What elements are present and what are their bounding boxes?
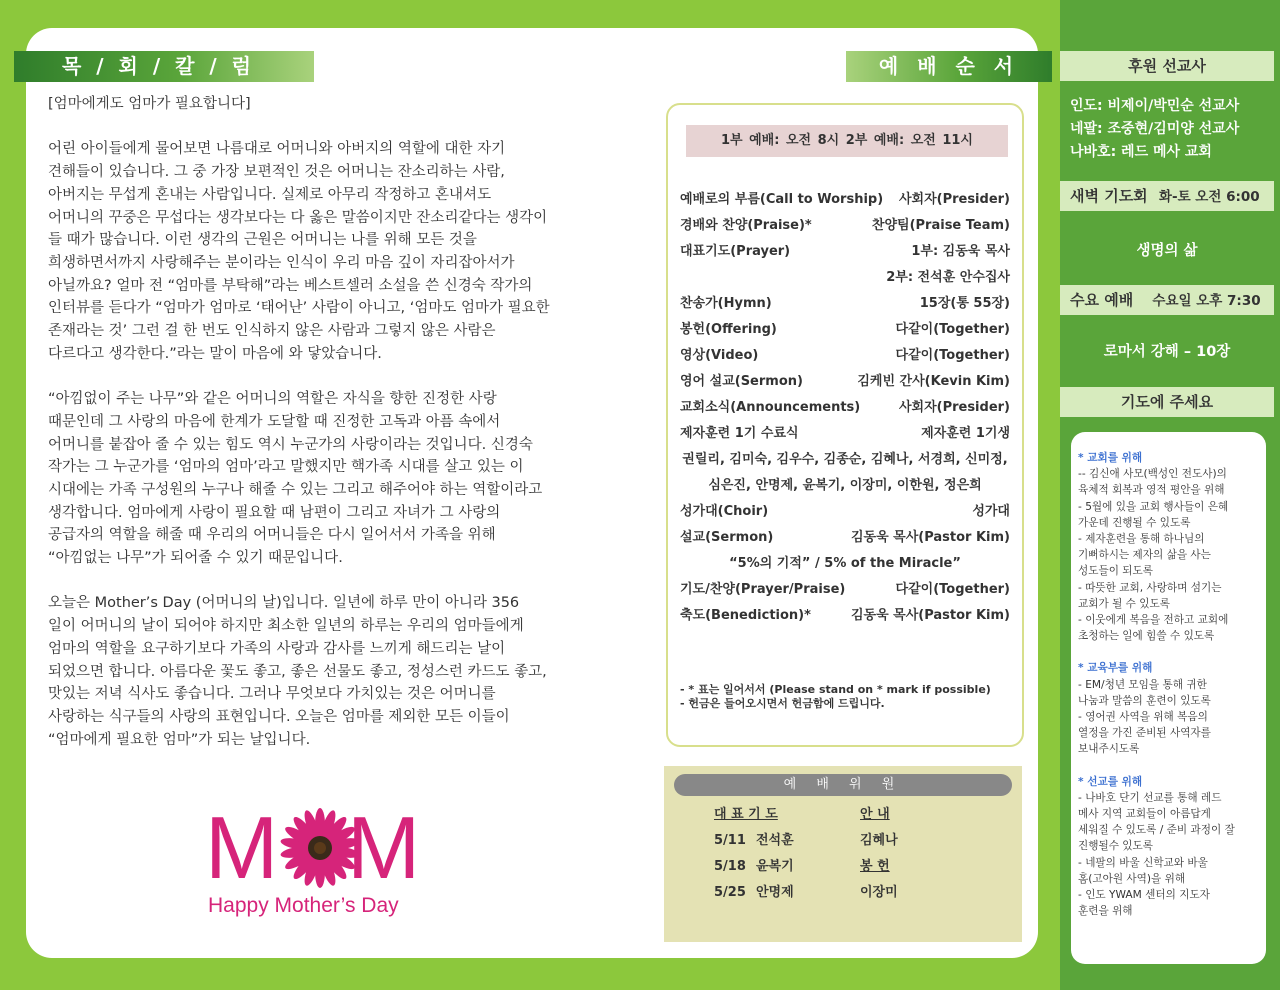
prayer-mission-head: * 선교를 위해 (1078, 775, 1143, 788)
dawn-prayer-title: 새벽 기도회 (1070, 187, 1148, 205)
order-item (680, 473, 1010, 499)
mothers-day-logo (205, 800, 435, 920)
service-times: 1부 예배: 오전 8시 2부 예배: 오전 11시 (686, 125, 1008, 157)
committee-usher-3: 이장미 (860, 885, 898, 900)
prayer-mission-body: - 나바호 단기 선교를 통해 레드 메사 지역 교회들이 아름답게 세워질 수 있도록 / 준비 과정이 잘 진행될수 있도록 - 네팔의 바울 신학교와 바울 홈(고아원 사역)을 위해 - 인도 YWAM 센터의 지도자 훈련을 위해 (1078, 791, 1235, 918)
order-item-leader: 김동욱 목사(Pastor Kim) (850, 608, 1010, 623)
order-item-leader: 다같이(Together) (895, 348, 1010, 363)
order-item (680, 421, 1010, 447)
committee-usher-1: 김혜나 (860, 833, 898, 848)
wednesday-service-title: 수요 예배 (1070, 291, 1134, 309)
dawn-prayer-label (1060, 181, 1274, 211)
order-item-name: 제자훈련 1기 수료식 (680, 426, 799, 441)
order-item (680, 239, 1010, 265)
usher-column-head: 안 내 (860, 807, 890, 822)
prayer-education-head: * 교육부를 위해 (1078, 662, 1153, 675)
order-item (680, 577, 1010, 603)
committee-header: 예 배 위 원 (674, 774, 1012, 796)
order-of-worship (666, 103, 1024, 747)
wednesday-service-label (1060, 285, 1274, 315)
order-header: 예 배 순 서 (846, 51, 1052, 82)
order-item (680, 317, 1010, 343)
order-item-name: 봉헌(Offering) (680, 322, 777, 337)
dawn-prayer-time: 화-토 오전 6:00 (1158, 189, 1260, 205)
column-paragraph-2: “아낌없이 주는 나무”와 같은 어머니의 역할은 자식을 향한 진정한 사랑 때문인데 그 사랑의 마음에 한계가 도달할 때 진정한 고독과 아픔 속에서 어머니를 붙잡아 줄 수 있는 힘도 역시 누군가의 사랑이라는 것입니다. 신경숙 작가는 그 누군가를 ‘엄마의 엄마’라고 말했지만 핵가족 시대를 살고 있는 이 시대에는 가족 구성원의 누구나 해줄 수 있는 그리고 해주어야 하는 역할이라고 생각합니다. 엄마에게 사랑이 필요할 때 남편이 그리고 자녀가 그 사랑의 공급자의 역할을 해줄 때 우리의 어머니들은 다시 일어서서 가족을 위해 “아낌없는 나무”가 되어줄 수 있기 때문입니다. (48, 391, 543, 567)
missionary-list (1070, 95, 1239, 164)
prayer-education-body: - EM/청년 모임을 통해 귀한 나눔과 말씀의 훈련이 있도록 - 영어권 사역을 위해 복음의 열정을 가진 준비된 사역자를 보내주시도록 (1078, 678, 1211, 756)
order-item (680, 395, 1010, 421)
wednesday-service-topic: 로마서 강해 – 10장 (1103, 344, 1231, 360)
column-paragraph-1: 어린 아이들에게 물어보면 나름대로 어머니와 아버지의 역할에 대한 자기 견해들이 있습니다. 그 중 가장 보편적인 것은 어머니는 잔소리하는 사람, 아버지는 무섭게 혼내는 사람입니다. 실제로 아무리 작정하고 혼내셔도 어머니의 꾸중은 무섭다는 생각보다는 다 옳은 말씀이지만 잔소리같다는 생각이 들 때가 많습니다. 이런 생각의 근원은 어머니는 나를 위해 모든 것을 희생하면서까지 사랑해주는 분이라는 인식이 우리 마음 깊이 자리잡아서가 아닐까요? 얼마 전 “엄마를 부탁해”라는 베스트셀러 소설을 쓴 신경숙 작가의 인터뷰를 듣다가 “엄마가 엄마로 ‘태어난’ 사람이 아니고, ‘엄마도 엄마가 필요한 존재라는 것’ 그런 걸 한 번도 인식하지 않은 사람과 그렇지 않은 사람은 다르다고 생각한다.”라는 말이 마음에 와 닿았습니다. (48, 141, 550, 362)
logo-caption: Happy Mother’s Day (208, 894, 399, 917)
pastor-column-header: 목 / 회 / 칼 / 럼 (14, 51, 314, 82)
committee-prayer-2: 윤복기 (756, 859, 794, 874)
order-item (680, 213, 1010, 239)
committee-prayer-1: 전석훈 (756, 833, 794, 848)
committee-date-2: 5/18 (714, 859, 746, 874)
order-item-name: 예배로의 부름(Call to Worship) (680, 192, 884, 207)
order-item-leader: 제자훈련 1기생 (921, 426, 1010, 441)
order-item (680, 343, 1010, 369)
prayer-request-label: 기도에 주세요 (1060, 387, 1274, 417)
note-stand: - * 표는 일어서서 (Please stand on * mark if possible) (680, 683, 991, 696)
prayer-requests (1071, 432, 1266, 964)
prayer-church-body: -- 김신애 사모(백성인 전도사)의 육체적 회복과 영적 평안을 위해 - 5월에 있을 교회 행사들이 은혜 가운데 진행될 수 있도록 - 제자훈련을 통해 하나님의 기뻐하시는 제자의 삶을 사는 성도들이 되도록 - 따뜻한 교회, 사랑하며 섬기는 교회가 될 수 있도록 - 이웃에게 복음을 전하고 교회에 초청하는 일에 힘쓸 수 있도록 (1078, 468, 1229, 643)
dawn-prayer-topic: 생명의 삶 (1136, 243, 1198, 259)
missionary-nepal: 네팔: 조중현/김미양 선교사 (1070, 121, 1240, 137)
missionary-india: 인도: 비제이/박민순 선교사 (1070, 98, 1240, 114)
wednesday-service-time: 수요일 오후 7:30 (1152, 293, 1261, 309)
note-offering: - 헌금은 들어오시면서 헌금함에 드립니다. (680, 697, 885, 710)
order-item-text: 심은진, 안명제, 윤복기, 이장미, 이한원, 정은희 (708, 478, 982, 493)
order-item-leader: 김케빈 간사(Kevin Kim) (857, 374, 1010, 389)
order-item (680, 499, 1010, 525)
order-item (680, 603, 1010, 629)
order-item-leader: 다같이(Together) (895, 322, 1010, 337)
order-item-name: 영어 설교(Sermon) (680, 374, 803, 389)
order-item (680, 447, 1010, 473)
order-item-name: 경배와 찬양(Praise)* (680, 218, 812, 233)
prayer-column-head: 대 표 기 도 (714, 807, 778, 822)
committee-prayer-3: 안명제 (756, 885, 794, 900)
order-item-text: “5%의 기적” / 5% of the Miracle” (729, 556, 961, 571)
order-notes (680, 683, 1010, 711)
order-item (680, 525, 1010, 551)
order-item-name: 영상(Video) (680, 348, 759, 363)
order-item-name: 대표기도(Prayer) (680, 244, 791, 259)
order-item-leader: 사회자(Presider) (898, 400, 1010, 415)
order-item-leader: 15장(통 55장) (919, 296, 1010, 311)
order-item-leader: 2부: 전석훈 안수집사 (886, 270, 1010, 285)
column-title: [엄마에게도 엄마가 필요합니다] (48, 96, 251, 112)
order-item (680, 369, 1010, 395)
committee-date-1: 5/11 (714, 833, 746, 848)
order-item (680, 187, 1010, 213)
order-item-leader: 사회자(Presider) (898, 192, 1010, 207)
logo-letter-m2: M (347, 800, 421, 897)
pastor-column (48, 93, 588, 774)
order-item-name: 찬송가(Hymn) (680, 296, 772, 311)
committee-date-3: 5/25 (714, 885, 746, 900)
order-item-name: 기도/찬양(Prayer/Praise) (680, 582, 846, 597)
order-item-leader: 성가대 (972, 504, 1010, 519)
worship-committee (664, 766, 1022, 942)
order-item-leader: 다같이(Together) (895, 582, 1010, 597)
order-item-name: 설교(Sermon) (680, 530, 774, 545)
order-item-name: 축도(Benediction)* (680, 608, 811, 623)
missionary-navajo: 나바호: 레드 메사 교회 (1070, 144, 1212, 160)
missionary-label: 후원 선교사 (1060, 51, 1274, 81)
committee-usher-2: 봉 헌 (860, 859, 890, 874)
order-item-name: 교회소식(Announcements) (680, 400, 861, 415)
prayer-church-head: * 교회를 위해 (1078, 452, 1143, 464)
order-item (680, 551, 1010, 577)
column-paragraph-3: 오늘은 Mother’s Day (어머니의 날)입니다. 일년에 하루 만이 아니라 356 일이 어머니의 날이 되어야 하지만 최소한 일년의 하루는 우리의 엄마들에게 엄마의 역할을 요구하기보다 가족의 사랑과 감사를 느끼게 해드리는 날이 되었으면 합니다. 아름다운 꽃도 좋고, 좋은 선물도 좋고, 정성스런 카드도 좋고, 맛있는 저녁 식사도 좋습니다. 그러나 무엇보다 가치있는 것은 어머니를 사랑하는 식구들의 사랑의 표현입니다. 오늘은 엄마를 제외한 모든 이들이 “엄마에게 필요한 엄마”가 되는 날입니다. (48, 595, 547, 748)
order-item-leader: 찬양팀(Praise Team) (871, 218, 1010, 233)
order-item-text: 권릴리, 김미숙, 김우수, 김종순, 김혜나, 서경희, 신미정, (682, 452, 1008, 467)
logo-letter-m1: M (205, 800, 279, 897)
order-item (680, 291, 1010, 317)
order-item-name: 성가대(Choir) (680, 504, 769, 519)
order-item-leader: 1부: 김동욱 목사 (911, 244, 1010, 259)
order-item-leader: 김동욱 목사(Pastor Kim) (850, 530, 1010, 545)
order-item (680, 265, 1010, 291)
